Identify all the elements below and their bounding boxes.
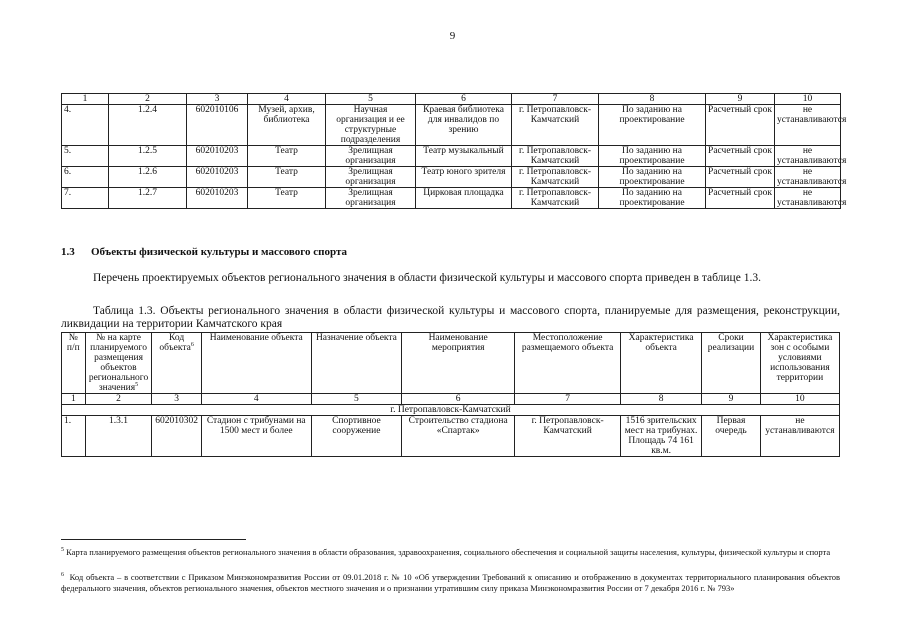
col-header-measure: Наименование мероприятия	[402, 333, 515, 394]
sport-objects-table	[61, 332, 840, 457]
intro-paragraph: Перечень проектируемых объектов регионального значения в области физической культуры и массового спорта приведен в таблице 1.3.	[93, 272, 761, 284]
table-cell: 602010203	[187, 188, 248, 209]
column-number-cell: 4	[201, 394, 311, 405]
table-cell: Расчетный срок	[706, 188, 775, 209]
table-cell: Цирковая площадка	[416, 188, 512, 209]
table-cell: Зрелищная организация	[326, 167, 416, 188]
col-header-object-name: Наименование объекта	[201, 333, 311, 394]
table-cell: Театр музыкальный	[416, 146, 512, 167]
region-label: г. Петропавловск-Камчатский	[62, 405, 840, 416]
col-header-terms: Сроки реализации	[702, 333, 761, 394]
col-header-characteristics: Характеристика объекта	[621, 333, 702, 394]
table-cell: Расчетный срок	[706, 105, 775, 146]
table-cell: По заданию на проектирование	[599, 105, 706, 146]
table-row	[62, 105, 841, 146]
col-header-zones: Характеристика зон с особыми условиями использования территории	[760, 333, 839, 394]
table-cell: Театр	[248, 146, 326, 167]
table-cell: 1.2.4	[109, 105, 187, 146]
table-cell: не устанавливаются	[775, 146, 841, 167]
table-cell: Первая очередь	[702, 416, 761, 457]
table-cell: 602010106	[187, 105, 248, 146]
column-number-cell: 8	[599, 94, 706, 105]
col-header-purpose: Назначение объекта	[311, 333, 401, 394]
table-row	[62, 188, 841, 209]
column-numbers-row	[62, 94, 841, 105]
col-header-number: № п/п	[62, 333, 86, 394]
column-number-cell: 7	[515, 394, 621, 405]
table-cell: 5.	[62, 146, 109, 167]
table-cell: г. Петропавловск-Камчатский	[512, 167, 599, 188]
table-cell: 1.3.1	[85, 416, 152, 457]
table-row	[62, 416, 840, 457]
column-number-cell: 6	[416, 94, 512, 105]
table-row	[62, 146, 841, 167]
table-cell: 602010203	[187, 167, 248, 188]
culture-objects-table	[61, 93, 847, 209]
table-cell: 1516 зрительских мест на трибунах. Площадь 74 161 кв.м.	[621, 416, 702, 457]
table-cell: По заданию на проектирование	[599, 188, 706, 209]
table-cell: 602010302	[152, 416, 201, 457]
column-number-cell: 4	[248, 94, 326, 105]
column-number-cell: 8	[621, 394, 702, 405]
column-number-cell: 1	[62, 394, 86, 405]
table-cell: не устанавливаются	[760, 416, 839, 457]
table-row	[62, 167, 841, 188]
table-cell: не устанавливаются	[775, 167, 841, 188]
table-cell: Расчетный срок	[706, 146, 775, 167]
table-cell: Зрелищная организация	[326, 188, 416, 209]
column-number-cell: 10	[775, 94, 841, 105]
table-caption: Таблица 1.3. Объекты регионального значения в области физической культуры и массового спорта, планируемые для размещения, реконструкции, ликвидации на территории Камчатского края	[61, 305, 840, 330]
table-cell: Спортивное сооружение	[311, 416, 401, 457]
col-header-location: Местоположение размещаемого объекта	[515, 333, 621, 394]
table-cell: не устанавливаются	[775, 105, 841, 146]
footnote-6: $^6$ Код объекта – в соответствии с Приказом Минэкономразвития России от 09.01.2018 г. № 10 «Об утверждении Требований к описанию и отображению в документах территориального планирования объектов федерального значения, объектов регионального значения, объектов местного значения и о признании утратившим силу приказа Минэкономразвития России от 7 декабря 2016 г. № 793»	[61, 572, 840, 593]
table-header-row	[62, 333, 840, 394]
table-cell: Строительство стадиона «Спартак»	[402, 416, 515, 457]
table-cell: 6.	[62, 167, 109, 188]
col-header-object-code: Код объекта$^6$	[152, 333, 201, 394]
table-cell: Научная организация и ее структурные подразделения	[326, 105, 416, 146]
table-cell: Зрелищная организация	[326, 146, 416, 167]
column-number-cell: 5	[326, 94, 416, 105]
table-cell: Стадион с трибунами на 1500 мест и более	[201, 416, 311, 457]
table-cell: Театр юного зрителя	[416, 167, 512, 188]
column-number-cell: 9	[706, 94, 775, 105]
table-cell: не устанавливаются	[775, 188, 841, 209]
col-header-map-number: № на карте планируемого размещения объектов регионального значения$^5$	[85, 333, 152, 394]
table-cell: Театр	[248, 167, 326, 188]
table-cell: По заданию на проектирование	[599, 167, 706, 188]
column-number-cell: 2	[109, 94, 187, 105]
table-cell: 1.2.5	[109, 146, 187, 167]
column-number-cell: 10	[760, 394, 839, 405]
footnote-5: $^5$ Карта планируемого размещения объектов регионального значения в области образования, здравоохранения, социального обеспечения и социальной защиты населения, культуры, физической культуры и спорта	[61, 547, 831, 557]
column-number-cell: 9	[702, 394, 761, 405]
table-cell: 1.	[62, 416, 86, 457]
table-cell: 7.	[62, 188, 109, 209]
table-cell: г. Петропавловск-Камчатский	[515, 416, 621, 457]
table-cell: г. Петропавловск-Камчатский	[512, 188, 599, 209]
footnote-ref-5: 5	[135, 381, 139, 388]
table-cell: Расчетный срок	[706, 167, 775, 188]
column-numbers-row	[62, 394, 840, 405]
table-cell: г. Петропавловск-Камчатский	[512, 146, 599, 167]
column-number-cell: 7	[512, 94, 599, 105]
column-number-cell: 3	[152, 394, 201, 405]
section-number: 1.3	[61, 246, 75, 258]
column-number-cell: 6	[402, 394, 515, 405]
table-cell: 602010203	[187, 146, 248, 167]
table-cell: г. Петропавловск-Камчатский	[512, 105, 599, 146]
table-cell: Краевая библиотека для инвалидов по зрению	[416, 105, 512, 146]
table-cell: 1.2.6	[109, 167, 187, 188]
column-number-cell: 5	[311, 394, 401, 405]
footnote-divider	[61, 539, 246, 540]
column-number-cell: 1	[62, 94, 109, 105]
table-cell: Театр	[248, 188, 326, 209]
region-row	[62, 405, 840, 416]
table-cell: По заданию на проектирование	[599, 146, 706, 167]
footnote-ref-6: 6	[190, 341, 194, 348]
column-number-cell: 2	[85, 394, 152, 405]
column-number-cell: 3	[187, 94, 248, 105]
table-cell: 4.	[62, 105, 109, 146]
page-number: 9	[449, 30, 456, 42]
section-heading	[61, 246, 347, 258]
table-cell: 1.2.7	[109, 188, 187, 209]
table-cell: Музей, архив, библиотека	[248, 105, 326, 146]
section-title: Объекты физической культуры и массового спорта	[91, 246, 348, 258]
